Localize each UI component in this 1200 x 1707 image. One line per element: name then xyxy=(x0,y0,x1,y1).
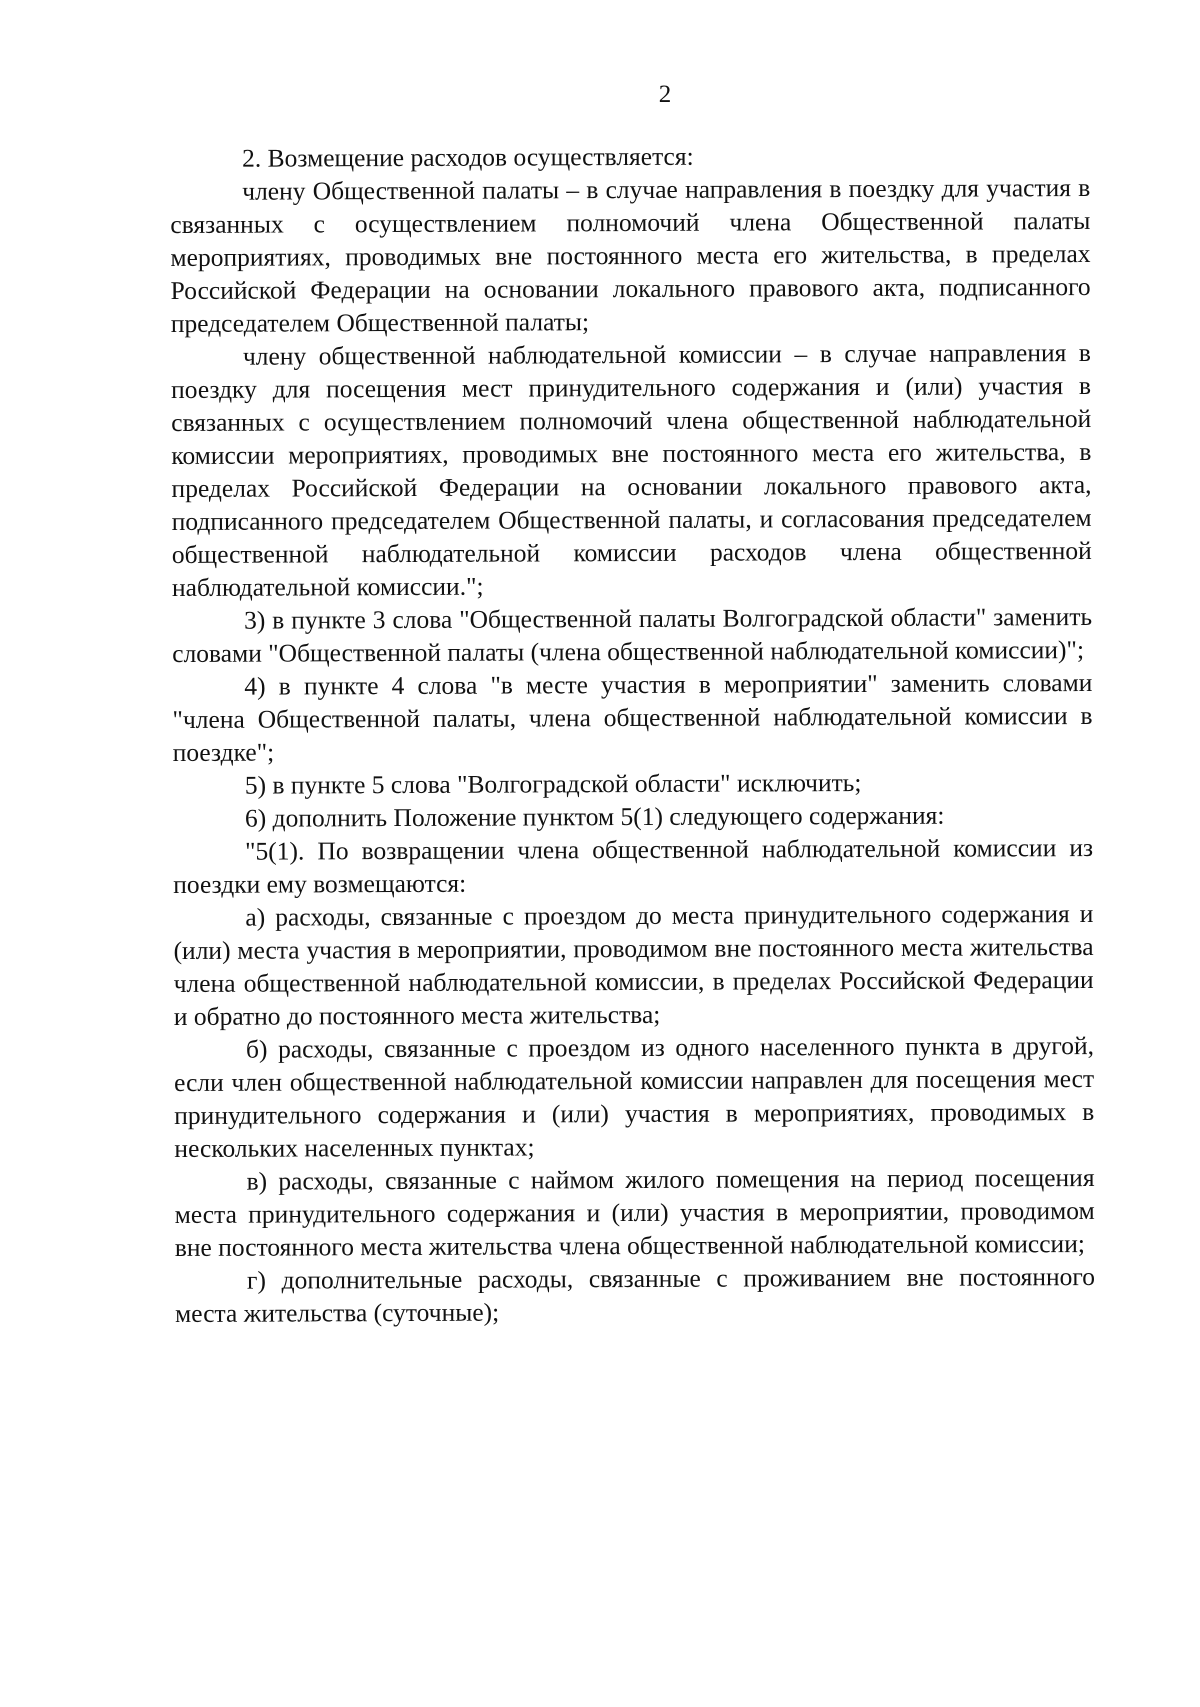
paragraph-amendment-4: 4) в пункте 4 слова "в месте участия в мероприятии" заменить словами "члена Общественной палаты, члена общественной наблюдательной комиссии в поездке"; xyxy=(172,667,1093,767)
paragraph-amendment-6: 6) дополнить Положение пунктом 5(1) следующего содержания: xyxy=(244,800,945,833)
paragraph-subclause-v: в) расходы, связанные с наймом жилого помещения на период посещения места принудительного содержания и (или) участия в мероприятии, проводимом вне постоянного места жительства члена общественной наблюдательной комиссии; xyxy=(174,1162,1095,1262)
page-number: 2 xyxy=(658,81,672,108)
paragraph-subclause-b: б) расходы, связанные с проездом из одного населенного пункта в другой, если член общественной наблюдательной комиссии направлен для посещения мест принудительного содержания и (или) участия в мероприятиях, проводимых в нескольких населенных пунктах; xyxy=(174,1030,1095,1163)
paragraph-public-chamber-member: члену Общественной палаты – в случае направления в поездку для участия в связанных с осуществлением полномочий члена Общественной палаты мероприятиях, проводимых вне постоянного места его жительства, в пределах Российской Федерации на основании локального правового акта, подписанного председателем Общественной палаты; xyxy=(170,172,1091,338)
paragraph-amendment-5: 5) в пункте 5 слова "Волгоградской области" исключить; xyxy=(244,767,862,800)
paragraph-observation-commission-member: члену общественной наблюдательной комиссии – в случае направления в поездку для посещения мест принудительного содержания и (или) участия в связанных с осуществлением полномочий члена общественной наблюдательной комиссии мероприятиях, проводимых вне постоянного места его жительства, в пределах Российской Федерации на основании локального правового акта, подписанного председателем Общественной палаты, и согласования председателем общественной наблюдательной комиссии расходов члена общественной наблюдательной комиссии."; xyxy=(171,337,1092,602)
paragraph-clause-5-1: "5(1). По возвращении члена общественной наблюдательной комиссии из поездки ему возмещаются: xyxy=(173,832,1094,899)
paragraph-subclause-a: а) расходы, связанные с проездом до места принудительного содержания и (или) места участия в мероприятии, проводимом вне постоянного места жительства члена общественной наблюдательной комиссии, в пределах Российской Федерации и обратно до постоянного места жительства; xyxy=(173,898,1094,1031)
document-body xyxy=(170,138,1095,1330)
paragraph-item-2-heading: 2. Возмещение расходов осуществляется: xyxy=(242,141,694,173)
paragraph-subclause-g: г) дополнительные расходы, связанные с проживанием вне постоянного места жительства (суточные); xyxy=(175,1261,1096,1328)
paragraph-amendment-3: 3) в пункте 3 слова "Общественной палаты Волгоградской области" заменить словами "Общественной палаты (члена общественной наблюдательной комиссии)"; xyxy=(172,601,1093,668)
